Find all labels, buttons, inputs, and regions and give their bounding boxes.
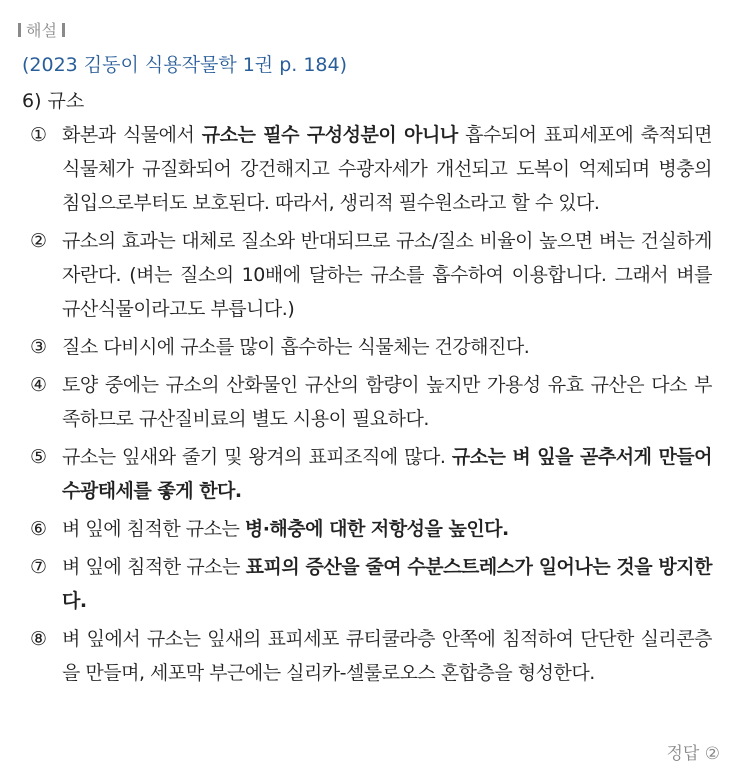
body-text: 규소의 효과는 대체로 질소와 반대되므로 규소/질소 비율이 높으면 벼는 건실하게 자란다. (벼는 질소의 10배에 달하는 규소를 흡수하여 이용합니다. 그래서 벼를 규산식물이라고도 부릅니다.) — [62, 230, 712, 320]
emphasis-text: 병·해충에 대한 저항성을 높인다. — [244, 518, 509, 540]
emphasis-text: 규소는 필수 구성성분이 아니나 — [201, 124, 458, 146]
item-text — [62, 118, 712, 220]
source-reference: (2023 김동이 식용작물학 1권 p. 184) — [22, 54, 348, 76]
item-text — [62, 330, 712, 364]
list-item — [30, 512, 712, 546]
explanation-header — [18, 18, 65, 41]
body-text: 토양 중에는 규소의 산화물인 규산의 함량이 높지만 가용성 유효 규산은 다소 부족하므로 규산질비료의 별도 시용이 필요하다. — [62, 374, 712, 430]
item-number: ④ — [30, 374, 48, 396]
body-text: 흡수되어 표피세포에 축적되면 식물체가 규질화되어 강건해지고 수광자세가 개선되고 도복이 억제되며 병충의 침입으로부터도 보호된다. 따라서, 생리적 필수원소라고 할 수 있다. — [62, 124, 712, 214]
item-number: ② — [30, 230, 48, 252]
item-number: ⑦ — [30, 556, 48, 578]
list-item — [30, 622, 712, 690]
list-item — [30, 118, 712, 220]
item-number: ⑥ — [30, 518, 48, 540]
header-label: 해설 — [26, 21, 57, 40]
body-text: 규소는 잎새와 줄기 및 왕겨의 표피조직에 많다. — [62, 446, 452, 468]
explanation-list — [30, 118, 712, 694]
list-item — [30, 440, 712, 508]
list-item — [30, 224, 712, 326]
emphasis-text: 규소는 벼 잎을 곧추서게 만들어 수광태세를 좋게 한다. — [62, 446, 713, 502]
header-bar-left — [18, 23, 21, 37]
item-number: ⑧ — [30, 628, 48, 650]
body-text: 벼 잎에 침적한 규소는 — [62, 556, 246, 578]
body-text: 화본과 식물에서 — [62, 124, 202, 146]
body-text: 질소 다비시에 규소를 많이 흡수하는 식물체는 건강해진다. — [62, 336, 530, 358]
item-number: ⑤ — [30, 446, 48, 468]
body-text: 벼 잎에 침적한 규소는 — [62, 518, 245, 540]
item-number: ① — [30, 124, 48, 146]
emphasis-text: 표피의 증산을 줄여 수분스트레스가 일어나는 것을 방지한다. — [62, 556, 712, 612]
item-text — [62, 512, 712, 546]
item-text — [62, 368, 712, 436]
item-text — [62, 224, 712, 326]
item-text — [62, 622, 712, 690]
body-text: 벼 잎에서 규소는 잎새의 표피세포 큐티쿨라층 안쪽에 침적하여 단단한 실리콘층을 만들며, 세포막 부근에는 실리카-셀룰로오스 혼합층을 형성한다. — [62, 628, 712, 684]
item-number: ③ — [30, 336, 48, 358]
list-item — [30, 330, 712, 364]
item-text — [62, 550, 712, 618]
section-title: 6) 규소 — [22, 90, 85, 112]
item-text — [62, 440, 712, 508]
header-bar-right — [62, 23, 65, 37]
list-item — [30, 368, 712, 436]
list-item — [30, 550, 712, 618]
answer-label: 정답 ② — [666, 744, 720, 764]
